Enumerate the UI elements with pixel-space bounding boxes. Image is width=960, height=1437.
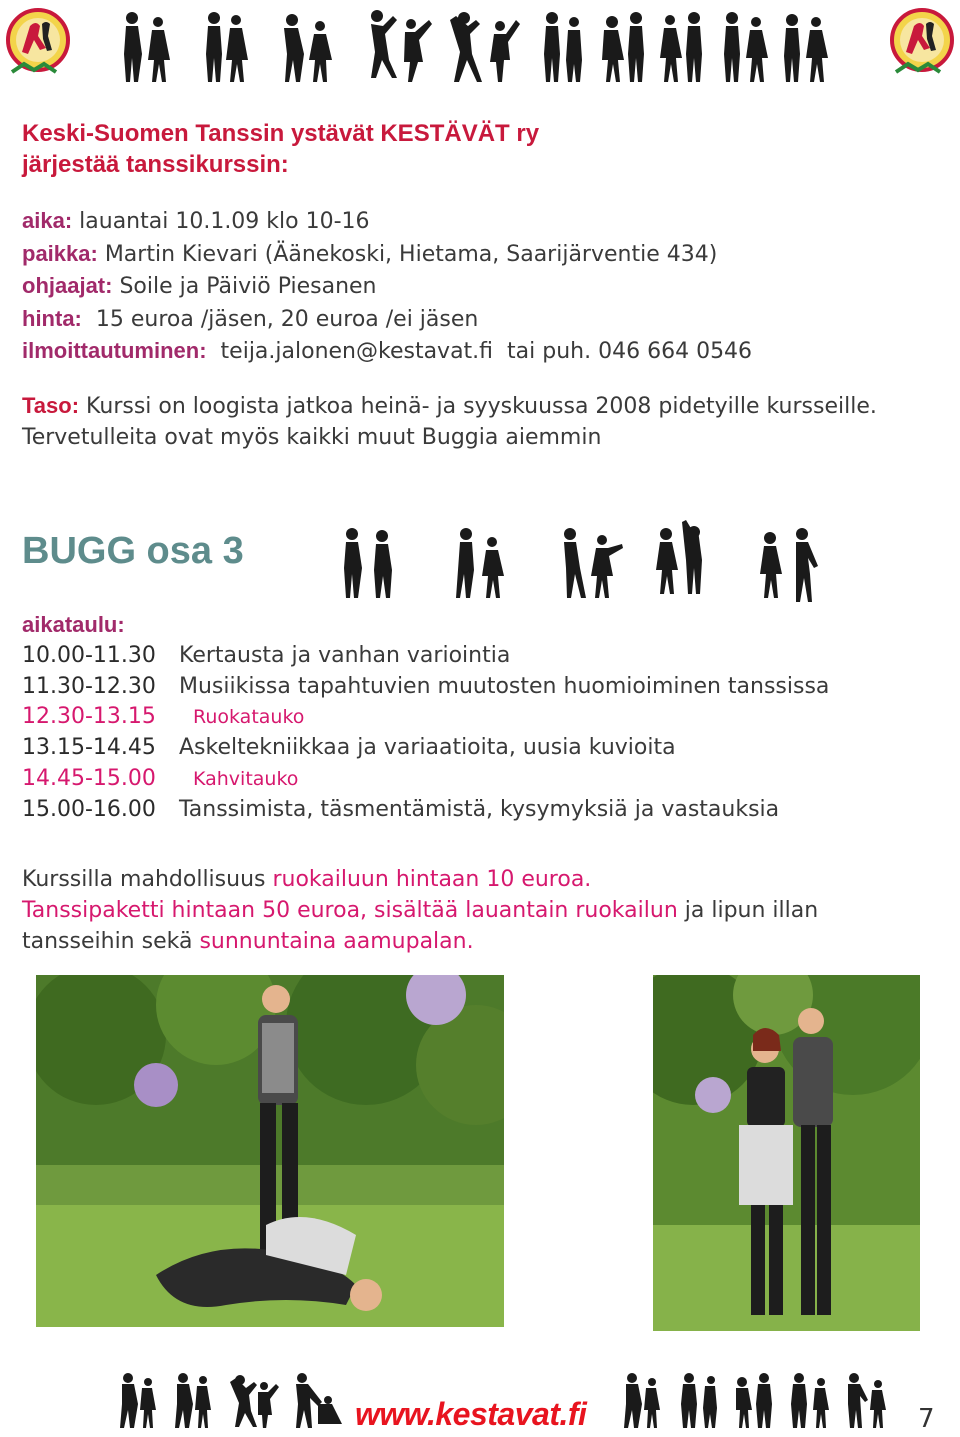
aika-label: aika: bbox=[22, 208, 73, 233]
info-ohjaajat bbox=[22, 270, 752, 303]
website-link[interactable]: www.kestavat.fi bbox=[355, 1396, 587, 1432]
schedule-time: 10.00-11.30 bbox=[22, 643, 156, 668]
footer-dancers-left-icon bbox=[118, 1370, 348, 1428]
schedule-time: 13.15-14.45 bbox=[22, 735, 156, 761]
notes-text: ja lipun illan bbox=[677, 898, 819, 923]
hinta-value: 15 euroa /jäsen, 20 euroa /ei jäsen bbox=[95, 306, 479, 332]
schedule-row-break bbox=[22, 764, 829, 795]
phone-text: tai puh. 046 664 0546 bbox=[507, 339, 753, 364]
schedule-time: 11.30-12.30 bbox=[22, 673, 156, 699]
notes-text: tansseihin sekä bbox=[22, 929, 200, 954]
paikka-label: paikka: bbox=[22, 240, 98, 266]
ilmoittautuminen-label: ilmoittautuminen: bbox=[22, 338, 207, 363]
instructors-standing-photo bbox=[653, 975, 920, 1331]
notes-text: Kurssilla mahdollisuus bbox=[22, 867, 273, 892]
schedule-row bbox=[22, 672, 829, 703]
schedule-desc: Askeltekniikkaa ja variaatioita, uusia kuvioita bbox=[179, 735, 676, 761]
schedule-desc: Kahvitauko bbox=[193, 767, 299, 790]
schedule-list bbox=[22, 641, 829, 825]
notes-line-1 bbox=[22, 864, 942, 895]
info-paikka bbox=[22, 238, 752, 271]
schedule-time: 12.30-13.15 bbox=[22, 704, 156, 730]
dancing-couples-row-icon bbox=[338, 518, 838, 606]
schedule-time: 14.45-15.00 bbox=[22, 765, 156, 791]
notes-highlight: Tanssipaketti hintaan 50 euroa, sisältää lauantain ruokailun bbox=[22, 898, 678, 923]
ohjaajat-label: ohjaajat: bbox=[22, 273, 113, 298]
notes-highlight: ruokailuun hintaan 10 euroa. bbox=[272, 867, 592, 892]
club-logo-right-icon bbox=[888, 6, 956, 84]
page-number: 7 bbox=[918, 1404, 935, 1434]
course-notes bbox=[22, 864, 942, 957]
schedule-title: aikataulu: bbox=[22, 612, 125, 637]
organizer-heading bbox=[22, 118, 539, 180]
dancing-couples-banner-icon bbox=[118, 8, 838, 84]
schedule-row-break bbox=[22, 702, 829, 733]
schedule-row bbox=[22, 795, 829, 826]
notes-line-2 bbox=[22, 895, 942, 926]
instructors-dip-photo bbox=[36, 975, 504, 1327]
taso-text: Kurssi on loogista jatkoa heinä- ja syyskuussa 2008 pidetyille kursseille. Tervetulleita ovat myös kaikki muut Buggia aiemmin bbox=[22, 394, 877, 450]
heading-line-2: järjestää tanssikurssin: bbox=[22, 151, 289, 178]
aika-value: lauantai 10.1.09 klo 10-16 bbox=[79, 209, 370, 234]
course-level bbox=[22, 390, 922, 453]
schedule-row bbox=[22, 641, 829, 672]
schedule-desc: Tanssimista, täsmentämistä, kysymyksiä ja vastauksia bbox=[179, 796, 780, 822]
schedule-row bbox=[22, 733, 829, 764]
notes-line-3 bbox=[22, 926, 942, 957]
schedule-desc: Musiikissa tapahtuvien muutosten huomioiminen tanssissa bbox=[179, 673, 830, 699]
course-info bbox=[22, 205, 752, 368]
schedule-desc: Kertausta ja vanhan variointia bbox=[179, 643, 511, 668]
course-title: BUGG osa 3 bbox=[22, 530, 244, 572]
email-link[interactable]: teija.jalonen@kestavat.fi bbox=[220, 339, 494, 364]
info-hinta bbox=[22, 303, 752, 336]
notes-highlight: sunnuntaina aamupalan. bbox=[199, 929, 474, 954]
info-aika bbox=[22, 205, 752, 238]
footer-dancers-right-icon bbox=[622, 1370, 892, 1428]
club-logo-left-icon bbox=[4, 6, 72, 84]
paikka-value: Martin Kievari (Äänekoski, Hietama, Saarijärventie 434) bbox=[104, 241, 718, 267]
hinta-label: hinta: bbox=[22, 305, 82, 331]
ohjaajat-value: Soile ja Päiviö Piesanen bbox=[119, 274, 377, 299]
taso-label: Taso: bbox=[22, 393, 80, 418]
heading-line-1: Keski-Suomen Tanssin ystävät KESTÄVÄT ry bbox=[22, 120, 540, 147]
schedule-time: 15.00-16.00 bbox=[22, 796, 156, 822]
schedule-desc: Ruokatauko bbox=[193, 706, 305, 729]
info-ilmoittautuminen bbox=[22, 335, 752, 368]
